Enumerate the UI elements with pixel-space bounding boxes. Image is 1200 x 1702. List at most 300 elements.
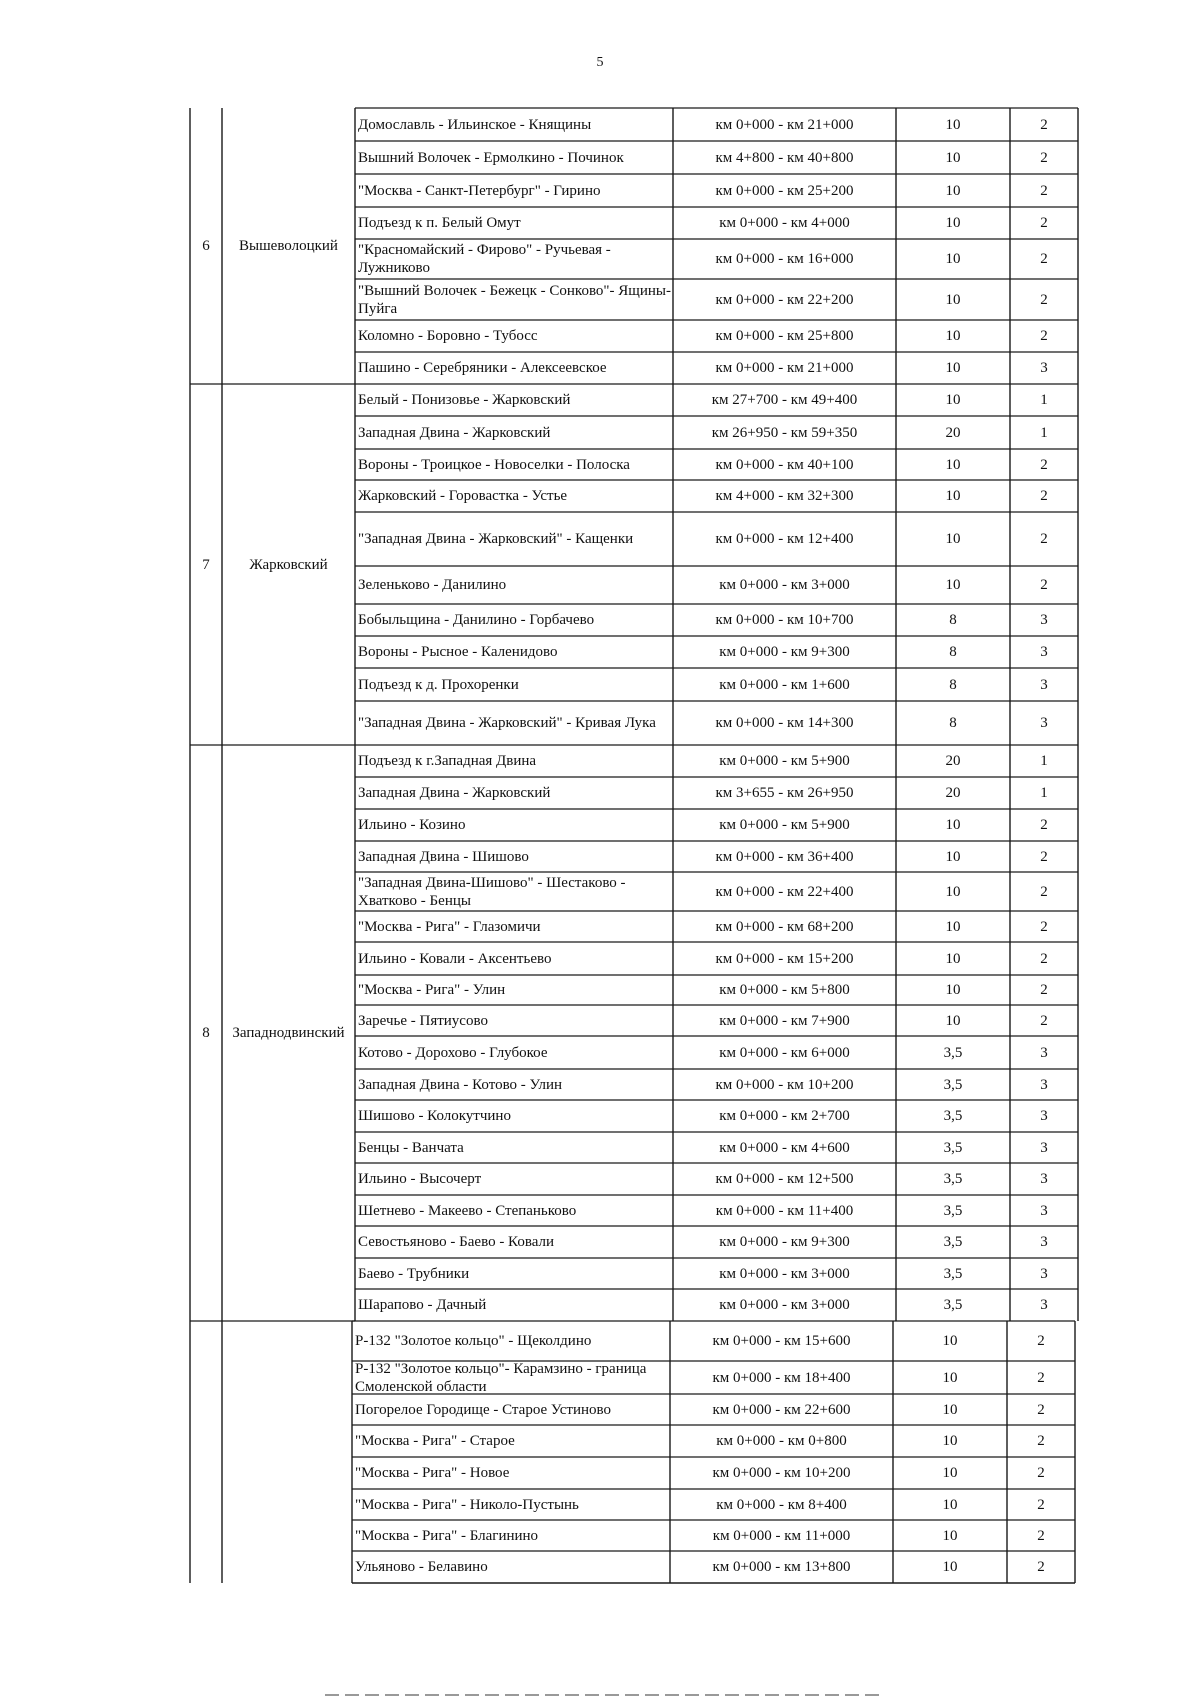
road-category [1007, 1457, 1075, 1489]
road-segment [673, 239, 896, 279]
road-category-text: 2 [1040, 328, 1048, 344]
road-segment [673, 449, 896, 480]
road-segment [673, 352, 896, 384]
road-category [1010, 239, 1078, 279]
road-width [896, 701, 1010, 745]
road-category [1007, 1520, 1075, 1551]
road-width-text: 10 [945, 392, 961, 408]
road-segment-text: км 0+000 - км 11+000 [712, 1527, 851, 1544]
road-name-text: Р-132 "Золотое кольцо"- Карамзино - граница Смоленской области [355, 1360, 647, 1395]
road-segment-text: км 0+000 - км 5+900 [719, 817, 850, 833]
road-category [1010, 841, 1078, 872]
road-segment-text: км 0+000 - км 16+000 [715, 251, 854, 267]
road-width-text: 10 [945, 291, 961, 308]
road-segment [673, 872, 896, 911]
road-segment-text: км 0+000 - км 13+800 [712, 1559, 851, 1575]
road-segment-text: км 0+000 - км 4+600 [719, 1139, 850, 1156]
road-width-text: 10 [942, 1527, 958, 1544]
road-width [896, 841, 1010, 872]
road-category-text: 3 [1040, 1139, 1048, 1156]
road-category [1010, 701, 1078, 745]
road-name [355, 1132, 673, 1163]
page-number: 5 [596, 55, 604, 70]
road-segment [673, 1163, 896, 1195]
road-width-text: 10 [945, 251, 961, 267]
road-width-text: 3,5 [943, 1297, 963, 1313]
road-category [1010, 1163, 1078, 1195]
road-segment [673, 745, 896, 777]
road-name [352, 1551, 670, 1583]
road-category [1007, 1361, 1075, 1394]
road-name-text: Западная Двина - Жарковский [358, 785, 551, 801]
road-category [1010, 975, 1078, 1005]
road-name-text: "Западная Двина - Жарковский" - Кривая Лука [358, 715, 656, 731]
road-name-text: Подъезд к п. Белый Омут [358, 215, 521, 231]
road-name-text: Шетнево - Макеево - Степаньково [358, 1202, 577, 1219]
road-category-text: 1 [1040, 424, 1048, 441]
road-name [355, 352, 673, 384]
road-category-text: 3 [1040, 644, 1048, 660]
road-width [896, 911, 1010, 942]
road-segment-text: км 0+000 - км 11+400 [715, 1202, 854, 1219]
road-category [1010, 872, 1078, 911]
road-category [1010, 1258, 1078, 1289]
road-name [355, 942, 673, 975]
road-width [896, 108, 1010, 141]
road-segment-text: км 0+000 - км 3+000 [719, 1265, 850, 1282]
road-segment [673, 1195, 896, 1226]
road-name-text: Ильино - Ковали - Аксентьево [358, 950, 552, 967]
road-segment [673, 480, 896, 512]
road-name-text: Белый - Понизовье - Жарковский [358, 392, 571, 408]
road-width-text: 10 [942, 1496, 958, 1513]
road-category [1010, 1100, 1078, 1132]
road-name-text: Западная Двина - Жарковский [358, 424, 551, 441]
road-segment-text: км 0+000 - км 3+000 [719, 577, 850, 593]
road-name [352, 1321, 670, 1361]
road-category-text: 2 [1040, 215, 1048, 231]
road-category-text: 3 [1040, 1076, 1048, 1093]
road-category [1010, 604, 1078, 636]
road-name [355, 449, 673, 480]
road-category-text: 2 [1040, 918, 1048, 935]
road-category-text: 1 [1040, 753, 1048, 769]
road-width [893, 1321, 1007, 1361]
road-category [1010, 174, 1078, 207]
road-width-text: 10 [942, 1559, 958, 1575]
road-name [352, 1520, 670, 1551]
road-name [352, 1457, 670, 1489]
road-category-text: 2 [1040, 116, 1048, 133]
road-name [355, 841, 673, 872]
road-category-text: 2 [1040, 251, 1048, 267]
road-segment-text: км 4+000 - км 32+300 [715, 488, 854, 504]
road-segment-text: км 0+000 - км 4+000 [719, 215, 850, 231]
road-width-text: 10 [945, 950, 961, 967]
road-width [896, 352, 1010, 384]
road-segment-text: км 0+000 - км 0+800 [716, 1433, 847, 1449]
district-name-text: Западнодвинский [232, 1025, 345, 1041]
road-category-text: 2 [1040, 817, 1048, 833]
road-name-text: Заречье - Пятиусово [358, 1012, 488, 1029]
road-segment-text: км 0+000 - км 12+400 [715, 531, 854, 547]
road-category [1007, 1321, 1075, 1361]
road-category-text: 2 [1037, 1401, 1045, 1418]
road-width-text: 10 [945, 883, 961, 900]
group-number-text: 7 [202, 556, 210, 573]
road-width [896, 320, 1010, 352]
road-width-text: 3,5 [943, 1076, 963, 1093]
road-segment-text: км 0+000 - км 15+600 [712, 1333, 851, 1349]
road-width [896, 279, 1010, 320]
road-category [1010, 911, 1078, 942]
road-width-text: 8 [949, 644, 957, 660]
road-width-text: 10 [945, 918, 961, 935]
road-segment-text: км 0+000 - км 25+800 [715, 328, 854, 344]
road-width [896, 141, 1010, 174]
road-category [1010, 384, 1078, 416]
road-width [896, 975, 1010, 1005]
road-width [893, 1361, 1007, 1394]
road-category-text: 2 [1040, 883, 1048, 900]
road-width [896, 1195, 1010, 1226]
road-segment [673, 416, 896, 449]
road-width-text: 10 [942, 1401, 958, 1418]
road-name-text: "Западная Двина-Шишово" - Шестаково - Хватково - Бенцы [358, 874, 626, 909]
road-category-text: 3 [1040, 1265, 1048, 1282]
road-category-text: 2 [1040, 456, 1048, 473]
district-name-text: Жарковский [249, 556, 328, 573]
road-segment-text: км 0+000 - км 68+200 [715, 918, 854, 935]
road-width [896, 777, 1010, 809]
road-width-text: 10 [945, 1012, 961, 1029]
road-segment [673, 636, 896, 668]
road-name [355, 701, 673, 745]
road-segment [673, 1005, 896, 1036]
road-width [896, 604, 1010, 636]
road-width-text: 10 [945, 982, 961, 998]
road-segment [673, 1258, 896, 1289]
road-width-text: 10 [942, 1369, 958, 1386]
road-segment-text: км 0+000 - км 21+000 [715, 360, 854, 376]
road-category [1010, 207, 1078, 239]
road-name-text: Ильино - Козино [358, 817, 466, 833]
road-name [355, 1069, 673, 1100]
road-segment [670, 1394, 893, 1425]
road-name [355, 320, 673, 352]
road-segment-text: км 0+000 - км 1+600 [719, 676, 850, 693]
road-category-text: 2 [1040, 531, 1048, 547]
road-width-text: 10 [942, 1433, 958, 1449]
road-category-text: 2 [1040, 577, 1048, 593]
road-name [355, 1005, 673, 1036]
road-category [1010, 1069, 1078, 1100]
road-width-text: 10 [945, 328, 961, 344]
road-category [1010, 279, 1078, 320]
district-name [222, 1321, 355, 1583]
road-segment [673, 108, 896, 141]
road-name-text: Котово - Дорохово - Глубокое [358, 1044, 548, 1061]
road-name [355, 207, 673, 239]
group-number [190, 745, 222, 1321]
road-name [355, 604, 673, 636]
road-name [355, 1195, 673, 1226]
road-name-text: "Вышний Волочек - Бежецк - Сонково"- Ящины-Пуйга [358, 282, 671, 317]
road-width-text: 10 [945, 182, 961, 199]
group-number-text: 6 [202, 238, 210, 254]
road-category [1010, 141, 1078, 174]
road-category [1010, 745, 1078, 777]
road-width-text: 10 [945, 149, 961, 166]
road-width [896, 1132, 1010, 1163]
road-segment-text: км 0+000 - км 22+400 [715, 883, 854, 900]
road-segment [673, 141, 896, 174]
group-number [190, 1321, 222, 1583]
road-width-text: 3,5 [943, 1139, 963, 1156]
road-segment-text: км 0+000 - км 7+900 [719, 1012, 850, 1029]
road-name [355, 174, 673, 207]
road-name-text: Пашино - Серебряники - Алексеевское [358, 360, 607, 376]
road-category-text: 3 [1040, 1044, 1048, 1061]
road-name-text: Жарковский - Горовастка - Устье [358, 488, 568, 504]
road-width [896, 1226, 1010, 1258]
road-category-text: 2 [1040, 982, 1048, 998]
road-segment-text: км 0+000 - км 10+700 [715, 612, 854, 628]
road-width [896, 416, 1010, 449]
road-category [1010, 636, 1078, 668]
road-category-text: 3 [1040, 1234, 1048, 1250]
road-width-text: 10 [945, 116, 961, 133]
road-name-text: "Западная Двина - Жарковский" - Кащенки [358, 531, 634, 547]
road-category [1010, 512, 1078, 566]
road-category-text: 2 [1037, 1559, 1045, 1575]
road-category [1010, 108, 1078, 141]
district-name [222, 108, 355, 384]
road-category [1010, 352, 1078, 384]
road-segment [673, 174, 896, 207]
road-name-text: Подъезд к д. Прохоренки [358, 676, 519, 693]
road-width-text: 20 [945, 424, 961, 441]
road-name-text: "Москва - Рига" - Благинино [355, 1527, 539, 1544]
road-segment [670, 1551, 893, 1583]
road-width [896, 745, 1010, 777]
road-segment [673, 809, 896, 841]
road-category [1010, 809, 1078, 841]
road-width [896, 1258, 1010, 1289]
road-segment-text: км 27+700 - км 49+400 [711, 392, 858, 408]
road-width-text: 20 [945, 785, 961, 801]
group-number-text: 8 [202, 1025, 210, 1041]
road-segment-text: км 0+000 - км 5+900 [719, 753, 850, 769]
road-width-text: 10 [942, 1333, 958, 1349]
road-segment [670, 1321, 893, 1361]
road-name-text: Севостьяново - Баево - Ковали [358, 1234, 555, 1250]
road-width [896, 174, 1010, 207]
road-width [896, 872, 1010, 911]
road-segment [673, 777, 896, 809]
road-name [355, 911, 673, 942]
road-segment-text: км 0+000 - км 36+400 [715, 848, 854, 865]
road-segment [673, 207, 896, 239]
road-segment-text: км 0+000 - км 12+500 [715, 1171, 854, 1187]
road-width-text: 8 [949, 676, 957, 693]
road-segment-text: км 0+000 - км 6+000 [719, 1044, 850, 1061]
road-segment [673, 1226, 896, 1258]
road-category [1010, 1132, 1078, 1163]
road-segment [670, 1425, 893, 1457]
road-category-text: 1 [1040, 392, 1048, 408]
road-name [355, 1226, 673, 1258]
road-category-text: 3 [1040, 612, 1048, 628]
road-category [1007, 1394, 1075, 1425]
road-width-text: 10 [945, 360, 961, 376]
road-category [1010, 777, 1078, 809]
road-category-text: 3 [1040, 1297, 1048, 1313]
road-segment-text: км 0+000 - км 10+200 [712, 1465, 851, 1481]
road-name-text: Р-132 "Золотое кольцо" - Щеколдино [355, 1333, 592, 1349]
road-width-text: 8 [949, 612, 957, 628]
road-name [355, 416, 673, 449]
road-name-text: Погорелое Городище - Старое Устиново [355, 1401, 611, 1418]
road-segment [673, 512, 896, 566]
road-segment-text: км 0+000 - км 14+300 [715, 715, 854, 731]
road-width [896, 1100, 1010, 1132]
road-segment [673, 320, 896, 352]
road-segment-text: км 3+655 - км 26+950 [715, 785, 854, 801]
road-name [355, 566, 673, 604]
road-category-text: 2 [1037, 1333, 1045, 1349]
road-width [896, 480, 1010, 512]
road-name [355, 777, 673, 809]
road-name [355, 480, 673, 512]
road-name [355, 1036, 673, 1069]
road-name-text: "Москва - Рига" - Старое [355, 1433, 515, 1449]
road-segment-text: км 0+000 - км 18+400 [712, 1369, 851, 1386]
road-segment [673, 384, 896, 416]
road-segment [673, 1069, 896, 1100]
road-name [355, 512, 673, 566]
road-segment [673, 1100, 896, 1132]
road-segment-text: км 0+000 - км 10+200 [715, 1076, 854, 1093]
road-name-text: Вороны - Троицкое - Новоселки - Полоска [358, 456, 630, 473]
road-name [355, 1258, 673, 1289]
road-name-text: "Москва - Санкт-Петербург" - Гирино [358, 182, 601, 199]
road-category-text: 1 [1040, 785, 1048, 801]
road-category-text: 2 [1037, 1496, 1045, 1513]
road-width-text: 10 [945, 215, 961, 231]
road-name-text: Домославль - Ильинское - Княщины [358, 116, 592, 133]
page-bottom-edge [325, 1694, 885, 1696]
road-width-text: 10 [945, 488, 961, 504]
road-category-text: 2 [1040, 182, 1048, 199]
road-segment [673, 566, 896, 604]
road-name-text: Шишово - Колокутчино [358, 1108, 511, 1124]
road-segment [673, 841, 896, 872]
road-name-text: Ильино - Высочерт [358, 1171, 482, 1187]
road-name-text: "Москва - Рига" - Николо-Пустынь [355, 1496, 579, 1513]
road-name-text: "Красномайский - Фирово" - Ручьевая - Лужниково [358, 242, 611, 276]
road-name-text: Шарапово - Дачный [358, 1297, 487, 1313]
road-width-text: 10 [945, 577, 961, 593]
road-width [893, 1425, 1007, 1457]
road-category [1010, 1226, 1078, 1258]
road-width-text: 3,5 [943, 1108, 963, 1124]
road-width [893, 1394, 1007, 1425]
road-width [896, 636, 1010, 668]
road-width [896, 1005, 1010, 1036]
road-segment-text: км 0+000 - км 9+300 [719, 644, 850, 660]
road-category-text: 2 [1037, 1527, 1045, 1544]
road-width [896, 942, 1010, 975]
road-category [1010, 416, 1078, 449]
road-name [355, 1163, 673, 1195]
road-name-text: Западная Двина - Котово - Улин [358, 1076, 563, 1093]
road-width [896, 1163, 1010, 1195]
road-segment-text: км 0+000 - км 40+100 [715, 456, 854, 473]
road-segment [673, 975, 896, 1005]
road-segment [673, 1036, 896, 1069]
district-name [222, 384, 355, 745]
road-segment-text: км 4+800 - км 40+800 [715, 149, 854, 166]
road-name [352, 1489, 670, 1520]
road-name-text: Коломно - Боровно - Тубосс [358, 328, 538, 344]
road-segment-text: км 0+000 - км 15+200 [715, 950, 854, 967]
road-category [1010, 1005, 1078, 1036]
road-segment [670, 1520, 893, 1551]
road-name-text: "Москва - Рига" - Новое [355, 1465, 510, 1481]
road-name [352, 1361, 670, 1394]
road-category [1010, 449, 1078, 480]
road-width [896, 1069, 1010, 1100]
road-name-text: Подъезд к г.Западная Двина [358, 753, 537, 769]
road-width [893, 1457, 1007, 1489]
road-width-text: 10 [945, 531, 961, 547]
road-category [1007, 1551, 1075, 1583]
road-width-text: 10 [945, 848, 961, 865]
district-name-text: Вышеволоцкий [239, 238, 338, 254]
road-name [355, 384, 673, 416]
road-width-text: 10 [945, 456, 961, 473]
road-name [355, 141, 673, 174]
road-category-text: 2 [1040, 149, 1048, 166]
road-category [1010, 320, 1078, 352]
road-category [1010, 668, 1078, 701]
road-name [355, 668, 673, 701]
road-segment-text: км 0+000 - км 5+800 [719, 982, 850, 998]
road-name-text: Зеленьково - Данилино [358, 577, 507, 593]
road-width [896, 512, 1010, 566]
road-segment-text: км 26+950 - км 59+350 [711, 424, 858, 441]
road-name [352, 1425, 670, 1457]
road-name-text: Бенцы - Ванчата [358, 1139, 464, 1156]
road-category-text: 2 [1040, 488, 1048, 504]
road-segment [670, 1489, 893, 1520]
group-number [190, 384, 222, 745]
road-width [896, 239, 1010, 279]
road-segment [670, 1457, 893, 1489]
road-segment-text: км 0+000 - км 22+600 [712, 1401, 851, 1418]
road-name [355, 636, 673, 668]
road-width [896, 1036, 1010, 1069]
road-category-text: 2 [1037, 1433, 1045, 1449]
road-width-text: 3,5 [943, 1234, 963, 1250]
road-category-text: 2 [1040, 950, 1048, 967]
road-category-text: 2 [1040, 848, 1048, 865]
road-category [1010, 1289, 1078, 1321]
road-category-text: 3 [1040, 715, 1048, 731]
road-width [896, 449, 1010, 480]
road-width [893, 1489, 1007, 1520]
